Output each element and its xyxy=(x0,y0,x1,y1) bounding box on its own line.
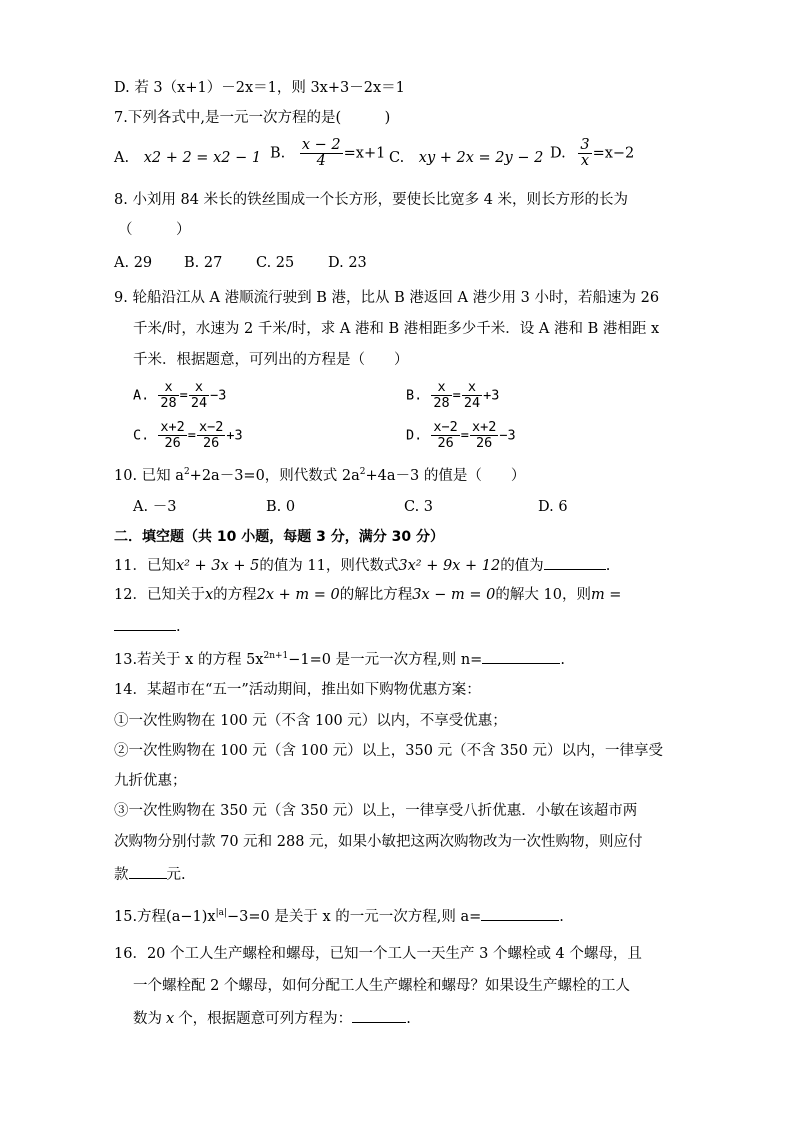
q16-line3 xyxy=(133,1008,411,1029)
option-expression: xy + 2x = 2y − 2 xyxy=(418,150,544,166)
q12-variable: m xyxy=(590,587,605,603)
answer-blank[interactable] xyxy=(129,864,167,879)
answer-blank[interactable] xyxy=(114,616,176,631)
numerator: x xyxy=(462,380,482,396)
numerator: x xyxy=(158,380,178,396)
q16-variable: x xyxy=(166,1011,175,1027)
denominator: x xyxy=(580,153,590,169)
numerator: x xyxy=(189,380,209,396)
fraction xyxy=(470,420,498,451)
numerator: x+2 xyxy=(471,419,497,435)
denominator: 28 xyxy=(160,395,177,411)
q16-text: 数为 xyxy=(133,1011,162,1027)
q10-option-a: A. －3 xyxy=(133,499,177,515)
q10-option-c: C. 3 xyxy=(404,499,434,515)
q8-option-c: C. 25 xyxy=(256,255,295,271)
q14-stem: 14．某超市在“五一”活动期间，推出如下购物优惠方案： xyxy=(114,682,481,698)
option-label: B. xyxy=(270,145,286,162)
q7-option-a xyxy=(114,148,261,168)
numerator: x+2 xyxy=(160,419,185,435)
q15-exponent: |a| xyxy=(215,908,228,919)
denominator: 28 xyxy=(433,395,450,411)
q12-end: . xyxy=(176,619,181,635)
q11-expression: 3x² + 9x + 12 xyxy=(398,558,501,574)
superscript: 2 xyxy=(183,467,190,478)
q13 xyxy=(114,649,565,670)
answer-blank[interactable] xyxy=(544,555,606,570)
numerator: x xyxy=(431,380,451,396)
fraction xyxy=(462,380,482,411)
numerator: 3 xyxy=(580,137,590,153)
q8-option-d: D. 23 xyxy=(328,255,367,271)
q8-stem-line1: 8. 小刘用 84 米长的铁丝围成一个长方形，要使长比宽多 4 米，则长方形的长为 xyxy=(114,192,629,208)
fraction xyxy=(158,420,186,451)
option-tail: +3 xyxy=(226,427,243,444)
q9-option-d: D. $\frac{x-2}{26}$ = $\frac{x+2}{26}$ −3 xyxy=(406,419,516,451)
q14-rule-3a: ③一次性购物在 350 元（含 350 元）以上，一律享受八折优惠．小敏在该超市两 xyxy=(114,803,638,819)
denominator: 24 xyxy=(463,395,481,411)
q15 xyxy=(114,906,564,927)
q7-stem: 7.下列各式中,是一元一次方程的是( ) xyxy=(114,110,391,126)
numerator: x − 2 xyxy=(301,137,341,153)
q14-rule-2b: 九折优惠； xyxy=(114,773,187,789)
q12-text: 的解比方程 xyxy=(339,587,413,603)
numerator: x−2 xyxy=(198,419,224,435)
q11-text: 的值为 11，则代数式 xyxy=(259,558,399,574)
fraction xyxy=(300,138,343,169)
q11 xyxy=(114,555,610,576)
q12 xyxy=(114,585,621,605)
q12-text: 的解大 10，则 xyxy=(495,587,591,603)
q7-option-d xyxy=(550,138,634,169)
option-tail: +3 xyxy=(483,387,500,404)
q8-option-a: A. 29 xyxy=(114,255,153,271)
q10-option-b: B. 0 xyxy=(266,499,296,515)
q12-variable: x xyxy=(204,587,214,603)
option-label: D. xyxy=(550,145,566,162)
option-label: D. xyxy=(406,427,423,444)
q9-stem-line2: 千米/时，水速为 2 千米/时，求 A 港和 B 港相距多少千米．设 A 港和 B 港相距 x xyxy=(133,321,660,337)
q8-stem-line2: （ ） xyxy=(118,222,191,238)
q11-end: . xyxy=(605,558,611,574)
q10-option-d: D. 6 xyxy=(538,499,568,515)
q16-end: . xyxy=(406,1011,411,1027)
denominator: 26 xyxy=(476,435,493,451)
q16-line1: 16．20 个工人生产螺栓和螺母，已知一个工人一天生产 3 个螺栓或 4 个螺母，且 xyxy=(114,946,642,962)
fraction xyxy=(197,420,225,451)
fraction xyxy=(431,420,459,451)
q13-text: 13.若关于 x 的方程 5x xyxy=(114,652,264,668)
q12-text: 12．已知关于 xyxy=(114,587,205,603)
option-label: C. xyxy=(389,150,405,166)
q6-option-d: D. 若 3（x+1）－2x＝1，则 3x+3－2x＝1 xyxy=(114,80,405,96)
q9-option-c: C. $\frac{x+2}{26}$ = $\frac{x-2}{26}$ +3 xyxy=(133,419,243,451)
option-label: C. xyxy=(133,427,150,444)
option-tail: −3 xyxy=(499,427,516,444)
q7-option-c xyxy=(389,148,543,168)
q16-line2: 一个螺栓配 2 个螺母，如何分配工人生产螺栓和螺母？如果设生产螺栓的工人 xyxy=(133,978,630,994)
fraction xyxy=(578,138,591,169)
q14-rule-2a: ②一次性购物在 100 元（含 100 元）以上，350 元（不含 350 元）以内，一律享受 xyxy=(114,743,663,759)
denominator: 24 xyxy=(190,395,208,411)
q13-end: . xyxy=(560,652,565,668)
q13-exponent: 2n+1 xyxy=(263,651,289,662)
q15-end: . xyxy=(559,909,564,925)
stem-text: +4a－3 的值是（ ） xyxy=(365,468,526,484)
q12-text: 的方程 xyxy=(213,587,257,603)
denominator: 4 xyxy=(316,153,326,169)
q12-answer-line xyxy=(114,616,181,637)
option-expression: x2 + 2 = x2 − 1 xyxy=(143,150,262,166)
q9-option-b: B. $\frac{x}{28}$ = $\frac{x}{24}$ +3 xyxy=(406,379,500,411)
q12-equation: 2x + m = 0 xyxy=(256,587,340,603)
fraction xyxy=(158,380,178,411)
q15-text: −3=0 是关于 x 的一元一次方程,则 a= xyxy=(227,909,482,925)
q12-equals: = xyxy=(604,587,622,603)
denominator: 26 xyxy=(203,435,220,451)
q12-equation: 3x − m = 0 xyxy=(412,587,496,603)
q10-stem xyxy=(114,466,525,486)
numerator: x−2 xyxy=(433,419,458,435)
q15-text: 15.方程(a−1)x xyxy=(114,909,216,925)
q9-stem-line3: 千米．根据题意，可列出的方程是（ ） xyxy=(133,352,409,368)
q14-text: 元. xyxy=(166,867,186,883)
q14-rule-3b: 次购物分别付款 70 元和 288 元，如果小敏把这两次购物改为一次性购物，则应付 xyxy=(114,834,643,850)
q11-expression: x² + 3x + 5 xyxy=(175,558,260,574)
q13-text: −1=0 是一元一次方程,则 n= xyxy=(288,652,483,668)
option-label: A. xyxy=(133,387,150,404)
q14-text: 款 xyxy=(114,867,129,883)
option-tail: =x−2 xyxy=(592,145,635,162)
denominator: 26 xyxy=(437,435,454,451)
superscript: 2 xyxy=(359,467,366,478)
q9-option-a: A. $\frac{x}{28}$ = $\frac{x}{24}$ −3 xyxy=(133,379,227,411)
option-tail: =x+1 xyxy=(343,145,386,162)
option-tail: −3 xyxy=(210,387,227,404)
answer-blank[interactable] xyxy=(481,906,559,921)
fraction xyxy=(189,380,209,411)
q14-rule-3c xyxy=(114,864,186,885)
q8-option-b: B. 27 xyxy=(184,255,223,271)
answer-blank[interactable] xyxy=(482,649,560,664)
option-label: A. xyxy=(114,150,130,166)
fraction xyxy=(431,380,451,411)
q11-text: 11．已知 xyxy=(114,558,176,574)
stem-text: 10. 已知 a xyxy=(114,468,184,484)
answer-blank[interactable] xyxy=(352,1008,406,1023)
q11-text: 的值为 xyxy=(500,558,544,574)
option-label: B. xyxy=(406,387,423,404)
q9-stem-line1: 9. 轮船沿江从 A 港顺流行驶到 B 港，比从 B 港返回 A 港少用 3 小时，若船速为 26 xyxy=(114,290,660,306)
q7-option-b xyxy=(270,138,385,169)
section-2-title: 二．填空题（共 10 小题，每题 3 分，满分 30 分） xyxy=(114,529,444,545)
stem-text: +2a－3=0，则代数式 2a xyxy=(189,468,360,484)
q14-rule-1: ①一次性购物在 100 元（不含 100 元）以内，不享受优惠； xyxy=(114,713,507,729)
denominator: 26 xyxy=(164,435,181,451)
q16-text: 个，根据题意可列方程为： xyxy=(178,1011,353,1027)
